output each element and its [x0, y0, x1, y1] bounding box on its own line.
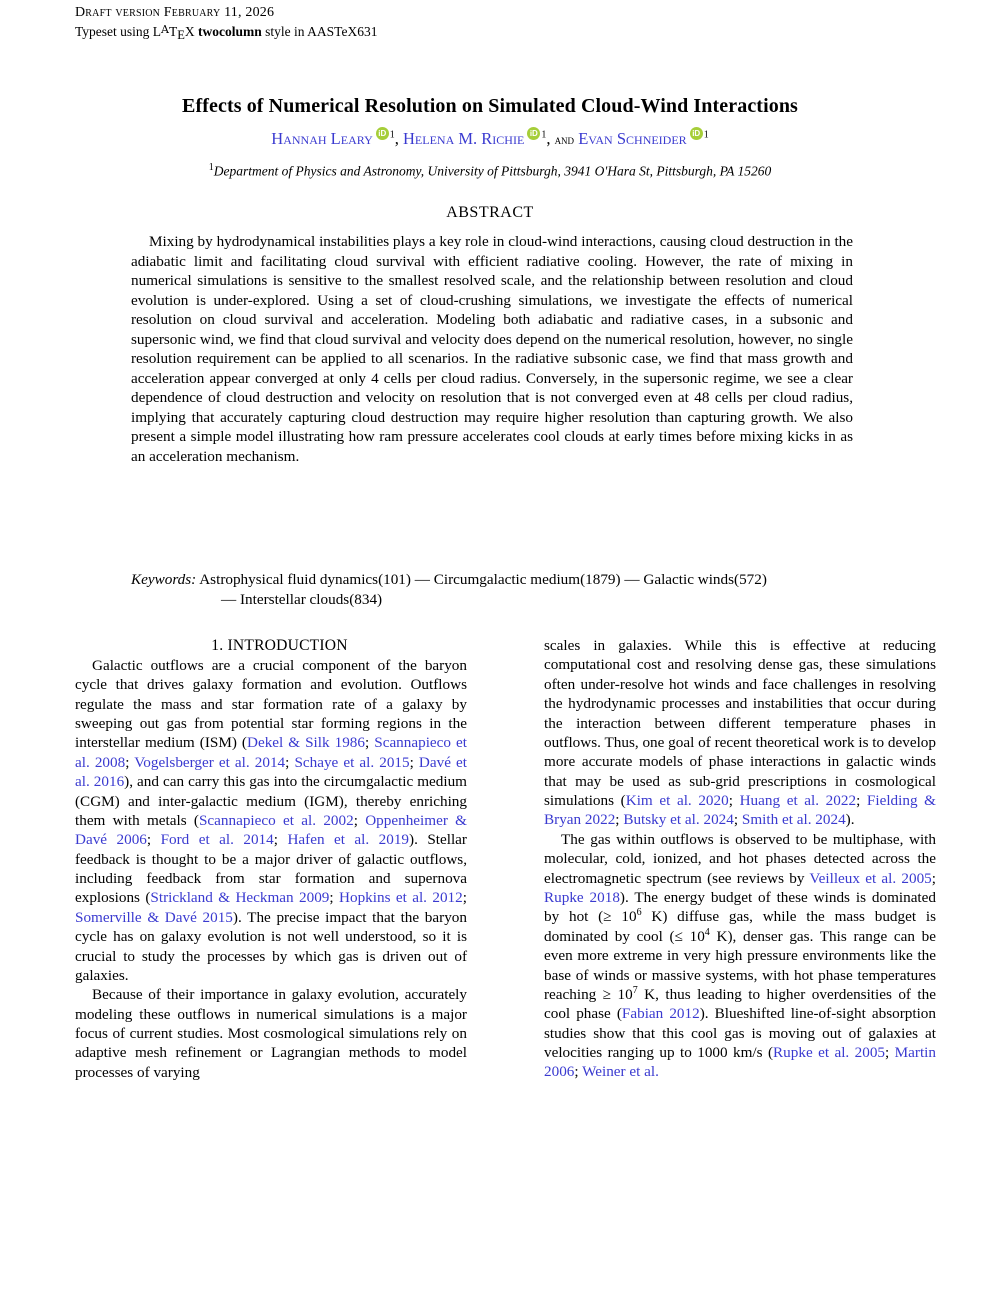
citation-link[interactable]: Fielding & Bryan 2022: [544, 792, 936, 829]
citation-link[interactable]: Hafen et al. 2019: [287, 831, 410, 849]
keywords-line-2: — Interstellar clouds(834): [221, 590, 383, 608]
affiliation-line: [75, 162, 905, 180]
typeset-suffix: style in AASTeX631: [261, 23, 378, 39]
affiliation-text: Department of Physics and Astronomy, University of Pittsburgh, 3941 O'Hara St, Pittsburgh, PA 15260: [213, 163, 772, 179]
column-right: [544, 636, 936, 1082]
abstract-paragraph: Mixing by hydrodynamical instabilities plays a key role in cloud-wind interactions, causing cloud destruction in the adiabatic limit and facilitating cloud survival with efficient radiative cooling. However, the rate of mixing in numerical simulations is sensitive to the smallest resolved scale, and the relationship between resolution and cloud evolution is under-explored. Using a set of cloud-crushing simulations, we investigate the effects of numerical resolution on cloud survival and acceleration. Modeling both adiabatic and radiative cases, in a subsonic and supersonic wind, we find that cloud survival and velocity does depend on the numerical resolution, however, no single resolution requirement can be applied to all scenarios. In the radiative subsonic case, we find that mass growth and acceleration appear converged at only 4 cells per cloud radius. Conversely, in the supersonic regime, we see a clear dependence of cloud destruction and velocity on resolution that is not converged even at 48 cells per cloud radius, implying that accurately capturing cloud destruction may require higher resolution than capturing growth. We also present a simple model illustrating how ram pressure accelerates cool clouds at early times before mixing kicks in as an acceleration mechanism.: [131, 233, 853, 465]
citation-link[interactable]: Martin 2006: [544, 1044, 936, 1081]
draft-version-line: Draft version February 11, 2026: [75, 5, 275, 20]
citation-link[interactable]: Weiner et al.: [582, 1063, 659, 1081]
citation-link[interactable]: Rupke 2018: [544, 888, 620, 906]
abstract-heading: ABSTRACT: [446, 204, 534, 221]
citation-link[interactable]: Ford et al. 2014: [160, 831, 274, 849]
keywords-label: Keywords:: [131, 571, 197, 588]
author-conjunction: and: [554, 132, 575, 147]
author-list: Hannah Leary iD $^1$, Helena M. Richie iD $^1$, and Evan Schneider iD $^1$: [75, 129, 905, 149]
author-affiliation-marker-3: 1: [703, 129, 709, 141]
keywords-line-1: Astrophysical fluid dynamics(101) — Circumgalactic medium(1879) — Galactic winds(572): [199, 571, 767, 588]
section-heading-introduction: [75, 636, 467, 656]
typeset-prefix: Typeset using L: [75, 23, 162, 39]
citation-link[interactable]: Hopkins et al. 2012: [339, 889, 463, 907]
citation-link[interactable]: Davé et al. 2016: [75, 753, 467, 791]
paragraph: Galactic outflows are a crucial component of the baryon cycle that drives galaxy formation and evolution. Outflows regulate the mass and star formation rate of a galaxy by sweeping out gas from potential star forming regions in the interstellar medium (ISM) (Dekel & Silk 1986; Scannapieco et al. 2008; Vogelsberger et al. 2014; Schaye et al. 2015; Davé et al. 2016), and can carry this gas into the circumgalactic medium (CGM) and inter-galactic medium (IGM), thereby enriching them with metals (Scannapieco et al. 2002; Oppenheimer & Davé 2006; Ford et al. 2014; Hafen et al. 2019). Stellar feedback is thought to be a major driver of galactic outflows, including feedback from star formation and supernova explosions (Strickland & Heckman 2009; Hopkins et al. 2012; Somerville & Davé 2015). The precise impact that the baryon cycle has on galaxy evolution is not well understood, so it is crucial to study the processes by which gas is driven out of galaxies.: [75, 656, 468, 984]
paper-header: [75, 4, 905, 41]
citation-link[interactable]: Butsky et al. 2024: [623, 811, 734, 829]
section-number: 1.: [211, 637, 224, 654]
citation-link[interactable]: Veilleux et al. 2005: [809, 869, 932, 887]
author-name-2: Helena M. Richie: [403, 129, 525, 148]
latex-a: A: [161, 22, 169, 36]
citation-link[interactable]: Fabian 2012: [621, 1005, 700, 1023]
column-left: [75, 636, 467, 1082]
citation-link[interactable]: Strickland & Heckman 2009: [150, 889, 330, 907]
citation-link[interactable]: Schaye et al. 2015: [294, 753, 410, 771]
section-title: INTRODUCTION: [227, 637, 348, 654]
citation-link[interactable]: Somerville & Davé 2015: [75, 908, 233, 926]
affiliation-marker: 1: [208, 162, 214, 173]
page-title: Effects of Numerical Resolution on Simulated Cloud-Wind Interactions: [182, 95, 798, 117]
abstract-body: [131, 232, 853, 466]
citation-link[interactable]: Smith et al. 2024: [741, 811, 846, 829]
paragraph: scales in galaxies. While this is effective at reducing computational cost and resolving dense gas, these simulations often under-resolve hot winds and face challenges in resolving the hydrodynamic processes and instabilities that occur during the interaction between different temperature phases in outflows. Thus, one goal of recent theoretical work is to develop more accurate models of phase interactions in galactic winds that may be used as sub-grid prescriptions in cosmological simulations (Kim et al. 2020; Huang et al. 2022; Fielding & Bryan 2022; Butsky et al. 2024; Smith et al. 2024).: [544, 637, 936, 829]
author-name-1: Hannah Leary: [271, 129, 373, 148]
citation-link[interactable]: Rupke et al. 2005: [773, 1044, 886, 1062]
citation-link[interactable]: Scannapieco et al. 2008: [75, 734, 467, 771]
typeset-line: [75, 23, 905, 41]
citation-link[interactable]: Dekel & Silk 1986: [246, 734, 365, 752]
author-affiliation-marker-1: 1: [389, 129, 395, 141]
latex-x: X: [184, 23, 199, 39]
paragraph: Because of their importance in galaxy evolution, accurately modeling these outflows in numerical simulations is a major focus of current studies. Most cosmological simulations rely on adaptive mesh refinement or Lagrangian methods to model processes of varying: [75, 986, 467, 1081]
citation-link[interactable]: Kim et al. 2020: [625, 792, 729, 809]
citation-link[interactable]: Oppenheimer & Davé 2006: [75, 811, 467, 849]
latex-t: T: [169, 23, 178, 39]
citation-link[interactable]: Vogelsberger et al. 2014: [134, 753, 286, 771]
citation-link[interactable]: Scannapieco et al. 2002: [198, 811, 354, 829]
paragraph: The gas within outflows is observed to be multiphase, with molecular, cold, ionized, and hot phases detected across the electromagnetic spectrum (see reviews by Veilleux et al. 2005; Rupke 2018). The energy budget of these winds is dominated by hot (≥ $10^6$ K) diffuse gas, while the mass budget is dominated by cool (≤ $10^4$ K), denser gas. This range can be even more extreme in very high pressure environments like the base of winds or massive systems, with hot phase temperatures reaching ≥ $10^7$ K, thus leading to higher overdensities of the cool phase (Fabian 2012). Blueshifted line-of-sight absorption studies show that this cool gas is moving out of galaxies at velocities ranging up to 1000 km/s (Rupke et al. 2005; Martin 2006; Weiner et al.: [544, 830, 936, 1081]
latex-e: E: [177, 27, 185, 42]
keywords-block: [131, 570, 853, 610]
orcid-icon[interactable]: [527, 127, 540, 140]
citation-link[interactable]: Huang et al. 2022: [739, 792, 857, 809]
orcid-icon[interactable]: [376, 127, 389, 140]
author-name-3: Evan Schneider: [578, 129, 687, 148]
typeset-style-name: twocolumn: [198, 23, 262, 39]
author-affiliation-marker-2: 1: [541, 129, 547, 141]
orcid-icon[interactable]: [690, 127, 703, 140]
